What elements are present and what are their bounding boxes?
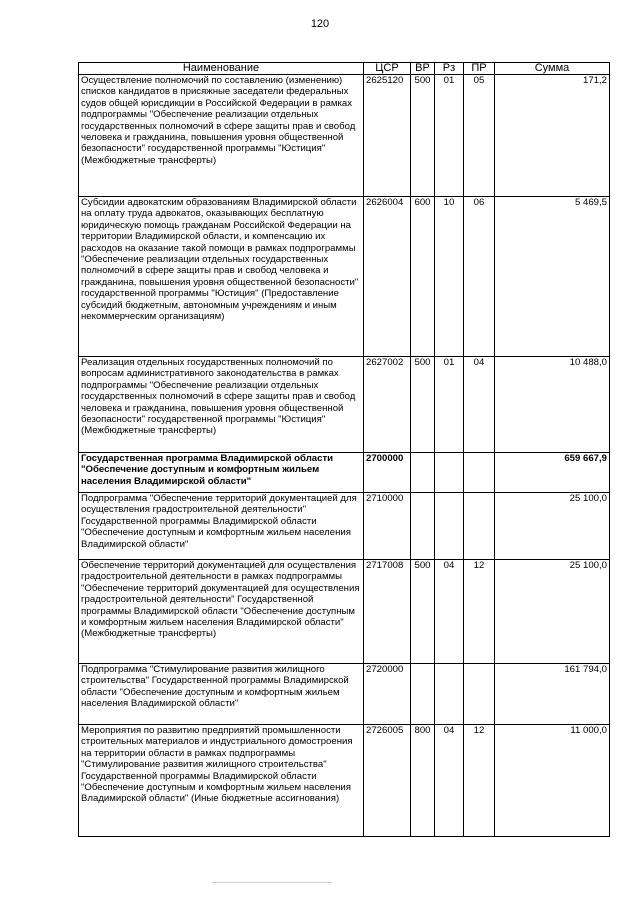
table-row — [79, 560, 610, 664]
row-vr — [411, 664, 435, 725]
row-name: Реализация отдельных государственных полномочий по вопросам административного законодательства в рамках подпрограммы "Обеспечение реализации отдельных государственных полномочий в сфере защиты прав и свобод человека и гражданина, повышения уровня общественной безопасности" государственной программы "Юстиция" (Межбюджетные трансферты) — [79, 357, 364, 453]
footer-rule — [212, 882, 332, 884]
header-vr: ВР — [411, 63, 435, 75]
row-pr: 12 — [464, 725, 495, 837]
row-pr — [464, 493, 495, 560]
row-sum: 5 469,5 — [495, 197, 610, 357]
row-pr: 12 — [464, 560, 495, 664]
table-row — [79, 493, 610, 560]
row-name: Осуществление полномочий по составлению (изменению) списков кандидатов в присяжные заседатели федеральных судов общей юрисдикции в Российской Федерации в рамках подпрограммы "Обеспечение реализации отдельных государственных полномочий в сфере защиты прав и свобод человека и гражданина, повышения уровня общественной безопасности" государственной программы "Юстиция" (Межбюджетные трансферты) — [79, 75, 364, 197]
row-rz: 01 — [435, 75, 464, 197]
table-row — [79, 357, 610, 453]
table-row — [79, 453, 610, 493]
row-vr — [411, 493, 435, 560]
row-pr: 04 — [464, 357, 495, 453]
row-sum: 171,2 — [495, 75, 610, 197]
header-name: Наименование — [79, 63, 364, 75]
row-rz: 01 — [435, 357, 464, 453]
row-name: Мероприятия по развитию предприятий промышленности строительных материалов и индустриального домостроения на территории области в рамках подпрограммы "Стимулирование развития жилищного строительства" Государственной программы Владимирской области "Обеспечение доступным и комфортным жильем населения Владимирской области" (Иные бюджетные ассигнования) — [79, 725, 364, 837]
row-rz — [435, 453, 464, 493]
table-row — [79, 75, 610, 197]
row-rz — [435, 493, 464, 560]
table-row — [79, 664, 610, 725]
row-rz: 04 — [435, 725, 464, 837]
header-sum: Сумма — [495, 63, 610, 75]
budget-table — [78, 62, 610, 837]
header-csr: ЦСР — [364, 63, 411, 75]
row-name: Подпрограмма "Стимулирование развития жилищного строительства" Государственной программы Владимирской области "Обеспечение доступным и комфортным жильем населения Владимирской области" — [79, 664, 364, 725]
row-vr: 600 — [411, 197, 435, 357]
row-sum: 25 100,0 — [495, 493, 610, 560]
row-csr: 2626004 — [364, 197, 411, 357]
row-csr: 2720000 — [364, 664, 411, 725]
row-vr — [411, 453, 435, 493]
table-row — [79, 197, 610, 357]
row-pr — [464, 453, 495, 493]
row-sum: 10 488,0 — [495, 357, 610, 453]
row-sum: 659 667,9 — [495, 453, 610, 493]
page-number: 120 — [310, 18, 330, 30]
row-vr: 500 — [411, 357, 435, 453]
row-csr: 2726005 — [364, 725, 411, 837]
row-csr: 2717008 — [364, 560, 411, 664]
row-vr: 800 — [411, 725, 435, 837]
row-name: Обеспечение территорий документацией для осуществления градостроительной деятельности в рамках подпрограммы "Обеспечение территорий документацией для осуществления градостроительной деятельности" Государственной программы Владимирской области "Обеспечение доступным и комфортным жильем населения Владимирской области" (Межбюджетные трансферты) — [79, 560, 364, 664]
row-rz — [435, 664, 464, 725]
header-pr: ПР — [464, 63, 495, 75]
row-name: Подпрограмма "Обеспечение территорий документацией для осуществления градостроительной деятельности" Государственной программы Владимирской области "Обеспечение доступным и комфортным жильем населения Владимирской области" — [79, 493, 364, 560]
row-csr: 2700000 — [364, 453, 411, 493]
row-rz: 10 — [435, 197, 464, 357]
row-vr: 500 — [411, 75, 435, 197]
row-vr: 500 — [411, 560, 435, 664]
row-rz: 04 — [435, 560, 464, 664]
row-csr: 2710000 — [364, 493, 411, 560]
table-row — [79, 725, 610, 837]
row-pr: 06 — [464, 197, 495, 357]
row-csr: 2627002 — [364, 357, 411, 453]
row-sum: 161 794,0 — [495, 664, 610, 725]
header-rz: Рз — [435, 63, 464, 75]
row-name: Государственная программа Владимирской области "Обеспечение доступным и комфортным жильем населения Владимирской области" — [79, 453, 364, 493]
row-pr: 05 — [464, 75, 495, 197]
table-header-row — [79, 63, 610, 75]
row-sum: 25 100,0 — [495, 560, 610, 664]
row-csr: 2625120 — [364, 75, 411, 197]
row-pr — [464, 664, 495, 725]
row-name: Субсидии адвокатским образованиям Владимирской области на оплату труда адвокатов, оказывающих бесплатную юридическую помощь гражданам Российской Федерации на территории Владимирской области, и компенсацию их расходов на оказание такой помощи в рамках подпрограммы "Обеспечение реализации отдельных государственных полномочий в сфере защиты прав и свобод человека и гражданина, повышения уровня общественной безопасности" государственной программы "Юстиция" (Предоставление субсидий бюджетным, автономным учреждениям и иным некоммерческим организациям) — [79, 197, 364, 357]
row-sum: 11 000,0 — [495, 725, 610, 837]
